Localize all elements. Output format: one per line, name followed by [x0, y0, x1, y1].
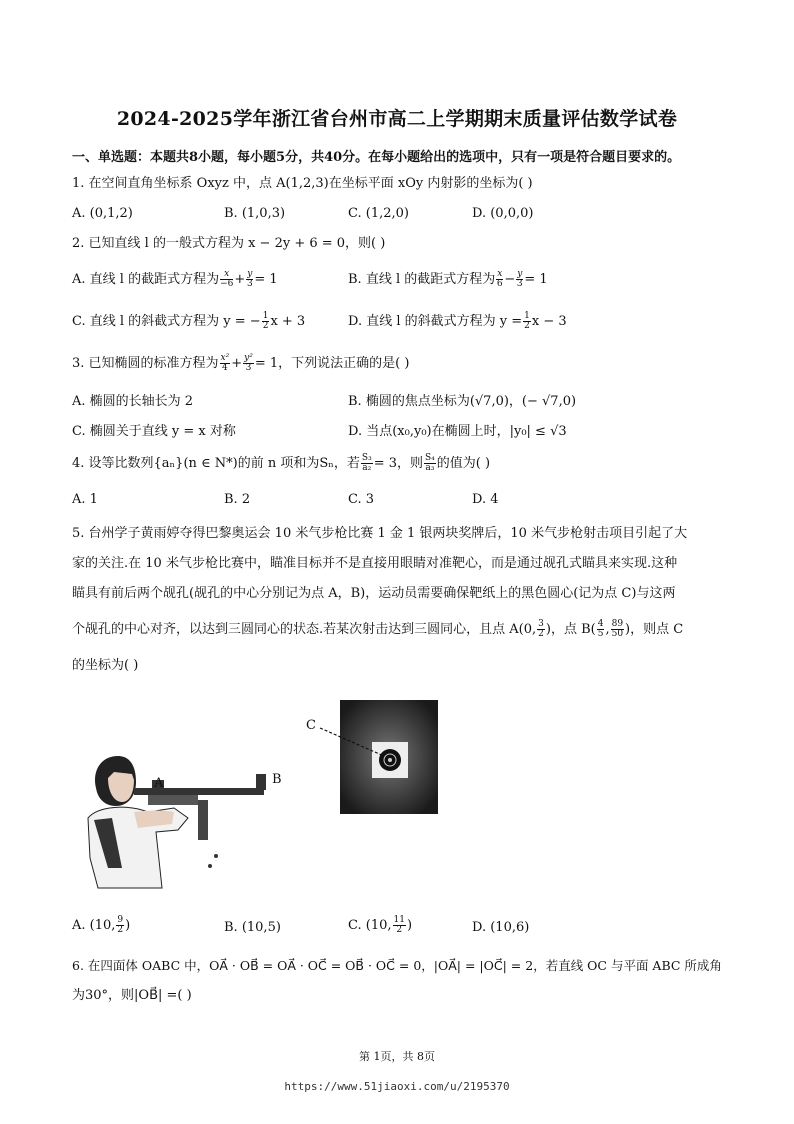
watermark-url[interactable]: https://www.51jiaoxi.com/u/2195370: [284, 1080, 510, 1093]
q3-stem: 3. 已知椭圆的标准方程为 $\frac{\text{x²}}{4}$ + $\frac{\text{y²}}{3}$ = 1，下列说法正确的是( ): [72, 353, 410, 373]
q1-option-d: D. (0,0,0): [472, 206, 534, 221]
q6-line-2: 为30°，则|OB⃗| =( ): [72, 988, 192, 1003]
target-figure: [300, 698, 450, 818]
page-title: 2024-2025学年浙江省台州市高二上学期期末质量评估数学试卷: [116, 108, 678, 130]
label-b: B: [272, 772, 282, 787]
q3-option-c: C. 椭圆关于直线 y = x 对称: [72, 424, 236, 439]
q5-line-3: 瞄具有前后两个觇孔(觇孔的中心分别记为点 A，B)，运动员需要确保靶纸上的黑色圆心(记为点 C)与这两: [72, 586, 676, 601]
q2-option-b: B. 直线 l 的截距式方程为 $\frac{x}{6}$ − $\frac{y}{3}$ = 1: [348, 269, 548, 289]
target-center: [388, 758, 392, 762]
q5-option-a: A. (10, $\frac{9}{2}$ ): [72, 915, 131, 935]
q2-stem: 2. 已知直线 l 的一般式方程为 x − 2y + 6 = 0，则( ): [72, 236, 386, 251]
q2-option-d: D. 直线 l 的斜截式方程为 y = $\frac{1}{2}$ x − 3: [348, 311, 567, 331]
q1-option-b: B. (1,0,3): [224, 206, 286, 221]
q5-line-2: 家的关注.在 10 米气步枪比赛中，瞄准目标并不是直接用眼睛对准靶心，而是通过觇孔式瞄具来实现.这种: [72, 556, 678, 571]
rifle-grip: [198, 800, 208, 840]
label-c: C: [306, 718, 316, 733]
label-a: A: [154, 776, 164, 791]
dot-2: [208, 864, 212, 868]
q3-option-a: A. 椭圆的长轴长为 2: [72, 394, 194, 409]
q5-line-5: 的坐标为( ): [72, 658, 139, 673]
q5-line-1: 5. 台州学子黄雨婷夺得巴黎奥运会 10 米气步枪比赛 1 金 1 银两块奖牌后，10 米气步枪射击项目引起了大: [72, 526, 688, 541]
q5-line-4: 个觇孔的中心对齐，以达到三圆同心的状态.若某次射击达到三圆同心，且点 A(0, $\frac{3}{2}$ )，点 B( $\frac{4}{5}$ , $\frac{89}{50}$ )，则点 C: [72, 619, 684, 639]
q4-option-d: D. 4: [472, 492, 499, 507]
q4-option-b: B. 2: [224, 492, 251, 507]
q6-line-1: 6. 在四面体 OABC 中，OA⃗ · OB⃗ = OA⃗ · OC⃗ = OB⃗ · OC⃗ = 0，|OA⃗| = |OC⃗| = 2，若直线 OC 与平面 ABC 所成角: [72, 958, 722, 973]
q4-option-c: C. 3: [348, 492, 375, 507]
q1-option-a: A. (0,1,2): [72, 206, 133, 221]
front-sight-b: [256, 774, 266, 790]
q5-option-c: C. (10, $\frac{11}{2}$ ): [348, 915, 413, 935]
rifle-stock: [148, 795, 198, 805]
q1-option-c: C. (1,2,0): [348, 206, 409, 221]
shooter-figure: [78, 748, 298, 898]
q5-option-d: D. (10,6): [472, 920, 530, 935]
q3-option-d: D. 当点(x₀,y₀)在椭圆上时，|y₀| ≤ √3: [348, 424, 567, 439]
q1-stem: 1. 在空间直角坐标系 Oxyz 中，点 A(1,2,3)在坐标平面 xOy 内射影的坐标为( ): [72, 176, 533, 191]
section-heading: 一、单选题：本题共8小题，每小题5分，共40分。在每小题给出的选项中，只有一项是符合题目要求的。: [72, 150, 681, 165]
page-footer: 第 1页，共 8页: [359, 1050, 435, 1063]
q4-stem: 4. 设等比数列{aₙ}(n ∈ N*)的前 n 项和为Sₙ，若 $\frac{\text{S₃}}{\text{a₂}}$ = 3，则 $\frac{\text{S₄}}{\text{a₃}}$ 的值为( ): [72, 453, 491, 473]
q2-option-c: C. 直线 l 的斜截式方程为 y = − $\frac{1}{2}$ x + 3: [72, 311, 306, 331]
q2-option-a: A. 直线 l 的截距式方程为 $\frac{x}{-6}$ + $\frac{y}{3}$ = 1: [72, 269, 278, 289]
dot-1: [214, 854, 218, 858]
q4-option-a: A. 1: [72, 492, 98, 507]
q3-option-b: B. 椭圆的焦点坐标为(√7,0)，(− √7,0): [348, 394, 577, 409]
q5-option-b: B. (10,5): [224, 920, 281, 935]
